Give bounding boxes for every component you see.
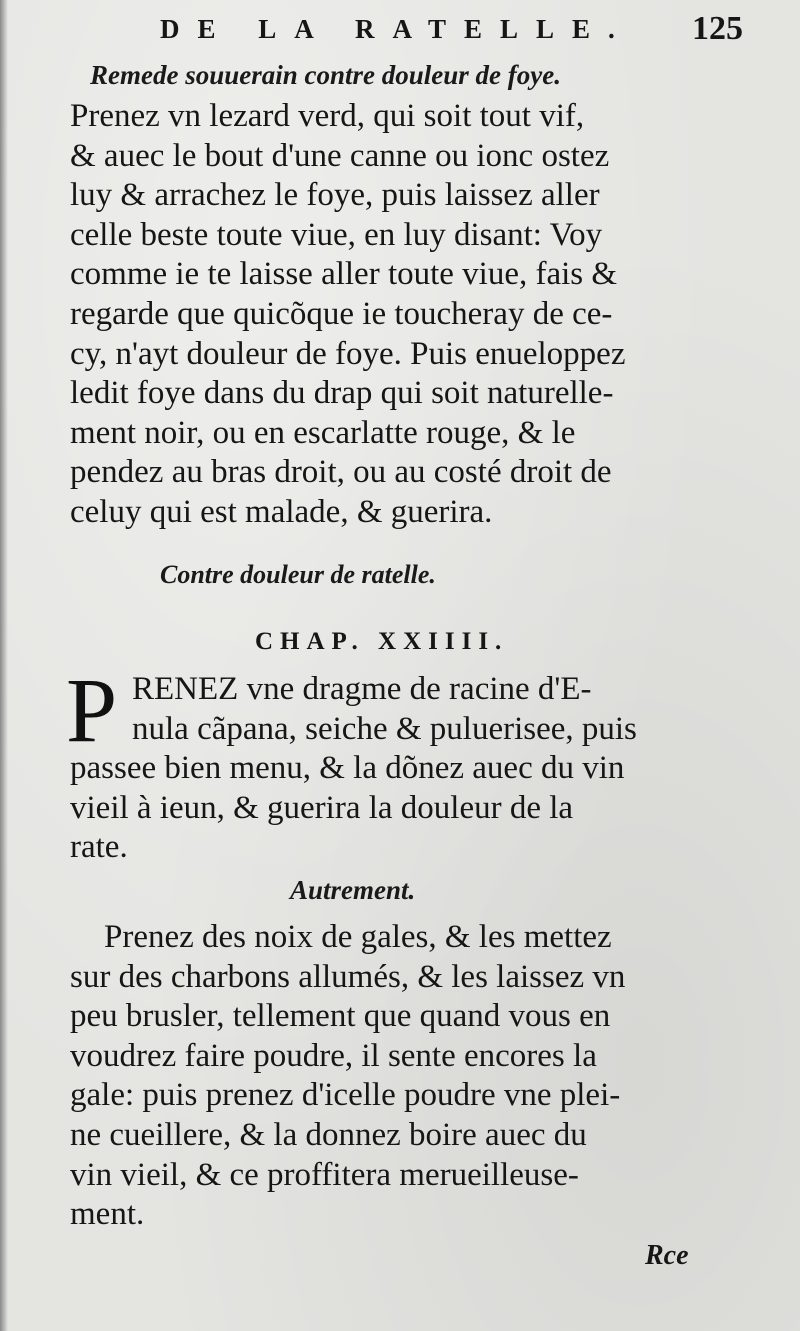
catchword: Rce bbox=[645, 1240, 689, 1271]
text-line: ledit foye dans du drap qui soit naturelle- bbox=[70, 375, 614, 412]
text-line: vin vieil, & ce proffitera merueilleuse- bbox=[70, 1156, 579, 1193]
text-line: rate. bbox=[70, 829, 128, 866]
section-heading-liver-remedy: Remede souuerain contre douleur de foye. bbox=[90, 60, 561, 90]
chapter-heading: CHAP. XXIIII. bbox=[255, 628, 509, 655]
text-line: pendez au bras droit, ou au costé droit de bbox=[70, 454, 612, 491]
paragraph-spleen-remedy bbox=[70, 670, 740, 868]
text-line: ment. bbox=[70, 1196, 145, 1233]
section-heading-spleen-pain: Contre douleur de ratelle. bbox=[160, 560, 436, 589]
text-line: Prenez des noix de gales, & les mettez bbox=[104, 919, 612, 955]
text-line: luy & arrachez le foye, puis laissez aller bbox=[70, 177, 600, 214]
text-line: Prenez vn lezard verd, qui soit tout vif, bbox=[70, 98, 585, 134]
page-number: 125 bbox=[692, 10, 743, 47]
drop-cap: P bbox=[66, 659, 118, 761]
text-line: & auec le bout d'une canne ou ionc ostez bbox=[70, 137, 610, 174]
text-line: voudrez faire poudre, il sente encores la bbox=[70, 1037, 597, 1074]
text-line: RENEZ vne dragme de racine d'E- bbox=[132, 671, 592, 707]
text-line: peu brusler, tellement que quand vous en bbox=[70, 998, 611, 1035]
text-line: gale: puis prenez d'icelle poudre vne plei- bbox=[70, 1077, 621, 1114]
text-line: regarde que quicõque ie toucheray de ce- bbox=[70, 295, 613, 332]
text-line: comme ie te laisse aller toute viue, fais & bbox=[70, 256, 618, 293]
text-line: cy, n'ayt douleur de foye. Puis enueloppez bbox=[70, 335, 626, 372]
text-line: passee bien menu, & la dõnez auec du vin bbox=[70, 750, 625, 787]
page-edge-shadow bbox=[0, 0, 8, 1331]
section-heading-otherwise: Autrement. bbox=[290, 875, 416, 905]
running-head: DE LA RATELLE. bbox=[160, 14, 633, 44]
text-line: ne cueillere, & la donnez boire auec du bbox=[70, 1116, 587, 1153]
paragraph-gall-nut-remedy bbox=[70, 918, 740, 1235]
text-line: celuy qui est malade, & guerira. bbox=[70, 493, 493, 530]
text-line: vieil à ieun, & guerira la douleur de la bbox=[70, 789, 574, 826]
paragraph-liver-remedy bbox=[70, 97, 740, 533]
text-line: celle beste toute viue, en luy disant: Voy bbox=[70, 216, 603, 253]
text-line: nula cãpana, seiche & puluerisee, puis bbox=[132, 710, 637, 747]
text-line: sur des charbons allumés, & les laissez vn bbox=[70, 958, 626, 995]
text-line: ment noir, ou en escarlatte rouge, & le bbox=[70, 414, 576, 451]
